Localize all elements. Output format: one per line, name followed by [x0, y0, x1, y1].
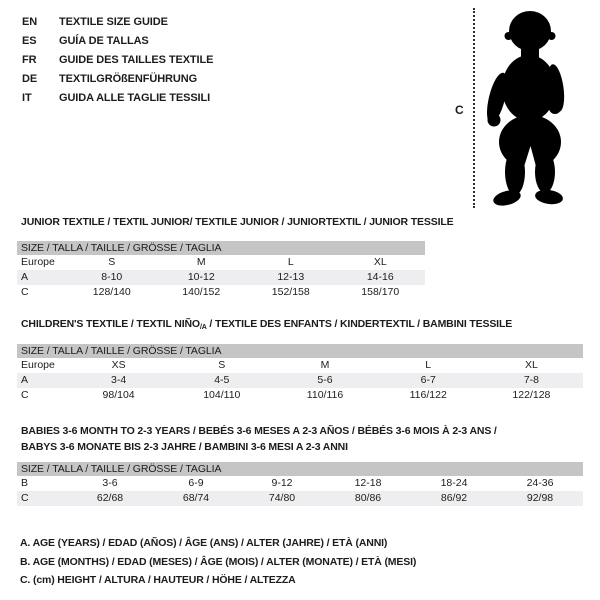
size-cell: 68/74 — [182, 492, 210, 504]
size-cell: 98/104 — [102, 389, 135, 401]
size-cell: XL — [373, 256, 387, 268]
row-label: C — [21, 492, 29, 504]
row-label: C — [21, 389, 29, 401]
children-size-table — [17, 344, 583, 403]
height-marker-label: C — [455, 103, 464, 117]
size-cell: 8-10 — [101, 271, 123, 283]
size-cell: 122/128 — [512, 389, 551, 401]
size-cell: 10-12 — [187, 271, 215, 283]
size-cell: L — [425, 359, 432, 371]
children-title-subscript: /A — [199, 324, 207, 331]
language-code: ES — [22, 35, 37, 47]
babies-title-line1: BABIES 3-6 MONTH TO 2-3 YEARS / BEBÉS 3-6 MESES A 2-3 AÑOS / BÉBÉS 3-6 MOIS À 2-3 ANS / — [21, 425, 497, 437]
size-cell: 128/140 — [92, 286, 131, 298]
table-row-months — [17, 476, 583, 491]
table-row-height — [17, 388, 583, 403]
language-label: TEXTILGRÖßENFÜHRUNG — [59, 73, 198, 85]
size-header-bar: SIZE / TALLA / TAILLE / GRÖSSE / TAGLIA — [17, 462, 583, 476]
language-label: TEXTILE SIZE GUIDE — [59, 16, 168, 28]
size-cell: 140/152 — [182, 286, 221, 298]
size-cell: 74/80 — [268, 492, 296, 504]
language-code: DE — [22, 73, 38, 85]
size-cell: 4-5 — [214, 374, 230, 386]
size-cell: M — [320, 359, 330, 371]
size-cell: 110/116 — [306, 389, 344, 401]
language-row — [22, 32, 213, 51]
size-cell: 24-36 — [526, 477, 554, 489]
junior-size-table — [17, 241, 425, 300]
language-code: IT — [22, 92, 32, 104]
size-cell: XS — [111, 359, 126, 371]
baby-silhouette-image — [479, 8, 573, 208]
size-header-bar: SIZE / TALLA / TAILLE / GRÖSSE / TAGLIA — [17, 241, 425, 255]
height-measure-dotted-line — [473, 8, 475, 208]
size-cell: 18-24 — [440, 477, 468, 489]
size-cell: S — [218, 359, 226, 371]
size-cell: 12-18 — [354, 477, 382, 489]
row-label: B — [21, 477, 29, 489]
language-row — [22, 13, 213, 32]
size-cell: S — [108, 256, 116, 268]
size-cell: 14-16 — [366, 271, 394, 283]
size-cell: 7-8 — [523, 374, 539, 386]
row-label: A — [21, 374, 29, 386]
language-title-list — [22, 13, 213, 108]
babies-size-table — [17, 462, 583, 506]
footnote-age-months: B. AGE (MONTHS) / EDAD (MESES) / ÂGE (MOIS) / ALTER (MONATE) / ETÀ (MESI) — [20, 555, 417, 568]
size-cell: 158/170 — [361, 286, 400, 298]
row-label: A — [21, 271, 29, 283]
size-cell: 6-9 — [188, 477, 204, 489]
footnote-age-years: A. AGE (YEARS) / EDAD (AÑOS) / ÂGE (ANS) / ALTER (JAHRE) / ETÀ (ANNI) — [20, 537, 388, 549]
babies-title-line2: BABYS 3-6 MONATE BIS 2-3 JAHRE / BAMBINI 3-6 MESI A 2-3 ANNI — [21, 440, 348, 453]
language-label: GUIDA ALLE TAGLIE TESSILI — [59, 92, 211, 104]
language-code: FR — [22, 54, 37, 66]
size-cell: 92/98 — [526, 492, 554, 504]
size-cell: 62/68 — [96, 492, 124, 504]
table-row-age — [17, 270, 425, 285]
size-header-bar: SIZE / TALLA / TAILLE / GRÖSSE / TAGLIA — [17, 344, 583, 358]
babies-section-title — [21, 424, 497, 455]
language-label: GUIDE DES TAILLES TEXTILE — [59, 54, 214, 66]
table-row-europe — [17, 255, 425, 270]
size-cell: XL — [524, 359, 538, 371]
size-cell: 12-13 — [277, 271, 305, 283]
language-row — [22, 51, 213, 70]
size-cell: 9-12 — [271, 477, 293, 489]
language-row — [22, 89, 213, 108]
junior-section-title: JUNIOR TEXTILE / TEXTIL JUNIOR/ TEXTILE JUNIOR / JUNIORTEXTIL / JUNIOR TESSILE — [21, 216, 454, 228]
children-title-pre: CHILDREN'S TEXTILE / TEXTIL NIÑO — [21, 318, 200, 330]
size-cell: 116/122 — [409, 389, 447, 401]
children-section-title — [21, 318, 512, 331]
footnote-legend — [20, 534, 416, 590]
table-row-height — [17, 285, 425, 300]
footnote-height-cm: C. (cm) HEIGHT / ALTURA / HAUTEUR / HÖHE / ALTEZZA — [20, 574, 296, 586]
size-cell: 152/158 — [271, 286, 310, 298]
language-row — [22, 70, 213, 89]
row-label: C — [21, 286, 29, 298]
table-row-europe — [17, 358, 583, 373]
size-cell: 80/86 — [354, 492, 382, 504]
row-label: Europe — [21, 359, 55, 371]
size-cell: L — [287, 256, 294, 268]
size-cell: 3-4 — [111, 374, 127, 386]
size-cell: 104/110 — [203, 389, 241, 401]
table-row-height — [17, 491, 583, 506]
language-label: GUÍA DE TALLAS — [59, 35, 149, 47]
table-row-age — [17, 373, 583, 388]
language-code: EN — [22, 16, 38, 28]
size-cell: 86/92 — [440, 492, 468, 504]
row-label: Europe — [21, 256, 55, 268]
size-cell: M — [196, 256, 206, 268]
size-cell: 6-7 — [420, 374, 436, 386]
size-cell: 3-6 — [102, 477, 118, 489]
children-title-post: / TEXTILE DES ENFANTS / KINDERTEXTIL / BAMBINI TESSILE — [206, 318, 513, 330]
size-cell: 5-6 — [317, 374, 333, 386]
